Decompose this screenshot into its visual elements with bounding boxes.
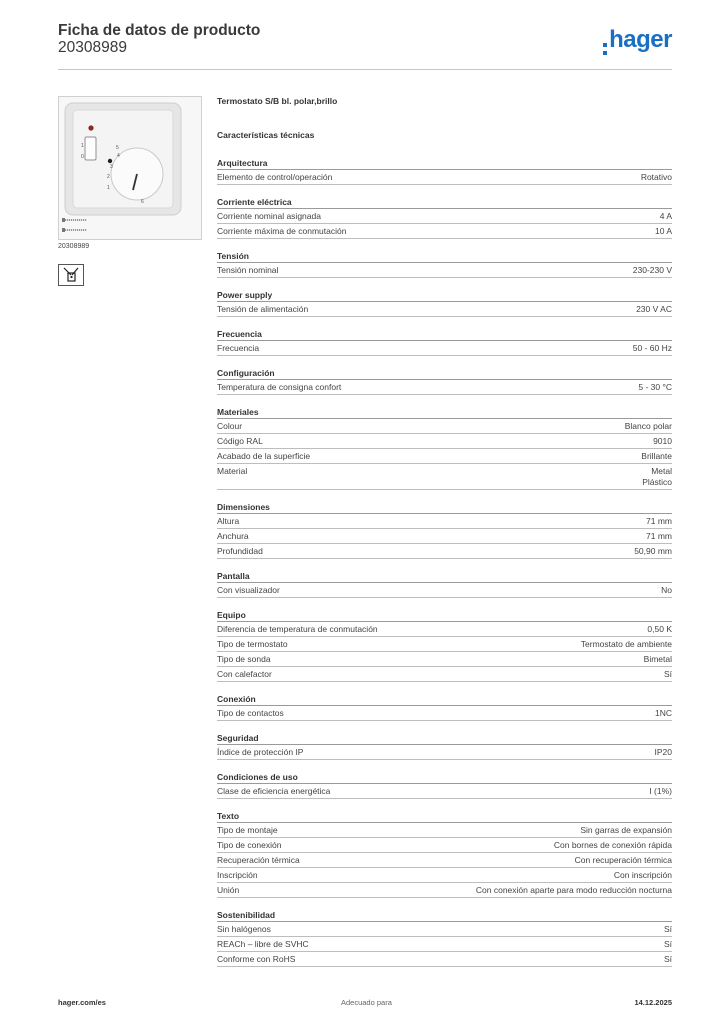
spec-row (217, 434, 672, 449)
spec-label: Frecuencia (217, 343, 260, 353)
dial-label: 2 (107, 174, 110, 180)
spec-label: Anchura (217, 530, 249, 541)
section-title: Tensión (217, 249, 672, 263)
spec-label: Tipo de montaje (217, 824, 278, 835)
spec-value (664, 924, 672, 935)
spec-value (664, 954, 672, 965)
spec-row (217, 937, 672, 952)
thermostat-illustration (59, 97, 201, 239)
spec-row (217, 224, 672, 239)
spec-row (217, 583, 672, 598)
product-details (217, 96, 672, 977)
spec-label: Tipo de sonda (217, 653, 271, 664)
spec-row (217, 514, 672, 529)
spec-row (217, 209, 672, 224)
spec-label: Colour (217, 421, 243, 431)
spec-value-line: I (1%) (649, 785, 672, 796)
spec-value-line: Metal (651, 466, 672, 476)
spec-label: Con visualizador (217, 584, 280, 595)
spec-value (575, 855, 672, 866)
spec-label: Inscripción (217, 869, 258, 880)
spec-value (633, 343, 672, 354)
spec-label: Sin halógenos (217, 923, 271, 934)
spec-value (655, 747, 673, 758)
spec-value-line: Sí (663, 938, 672, 949)
spec-value-line: No (661, 584, 672, 595)
dial-label: 3 (110, 164, 113, 170)
spec-row (217, 784, 672, 799)
spec-row (217, 263, 672, 278)
spec-value-line: IP20 (654, 746, 672, 757)
spec-value-line: Sí (663, 953, 672, 964)
spec-value (636, 304, 672, 315)
spec-value (476, 885, 672, 896)
section-title: Dimensiones (217, 500, 672, 514)
spec-section (217, 692, 672, 721)
spec-section (217, 327, 672, 356)
dial-label: 6 (141, 199, 144, 205)
spec-value (554, 840, 672, 851)
section-title: Sostenibilidad (217, 908, 672, 922)
spec-value-line: Brillante (641, 451, 672, 461)
spec-row (217, 449, 672, 464)
spec-value-line: Con recuperación térmica (574, 854, 672, 865)
spec-value-line: 9010 (653, 436, 672, 446)
spec-section (217, 608, 672, 682)
spec-label: Unión (217, 884, 240, 895)
spec-value-line: 71 mm (646, 530, 672, 541)
spec-value-line: Termostato de ambiente (580, 638, 672, 649)
spec-value (661, 585, 672, 596)
spec-label: Tensión nominal (217, 265, 279, 275)
spec-sections (217, 156, 672, 967)
spec-value (646, 516, 672, 527)
spec-value-line: 230-230 V (632, 265, 672, 275)
spec-value-line: 50,90 mm (634, 545, 672, 556)
document-product-code: 20308989 (58, 39, 127, 56)
spec-section (217, 770, 672, 799)
spec-section (217, 569, 672, 598)
document-title: Ficha de datos de producto (58, 22, 261, 39)
spec-value (644, 654, 672, 665)
spec-row (217, 544, 672, 559)
spec-row (217, 883, 672, 898)
spec-value (660, 211, 672, 222)
spec-value (647, 624, 672, 635)
technical-characteristics-heading: Características técnicas (217, 130, 315, 140)
spec-section (217, 908, 672, 967)
spec-label: Profundidad (217, 545, 263, 556)
spec-value-line: 0,50 K (647, 623, 672, 634)
spec-value (638, 382, 672, 393)
spec-row (217, 380, 672, 395)
section-title: Arquitectura (217, 156, 672, 170)
spec-row (217, 823, 672, 838)
spec-value-line: Blanco polar (624, 421, 672, 431)
spec-row (217, 464, 672, 490)
spec-row (217, 838, 672, 853)
spec-row (217, 853, 672, 868)
dial-label: 5 (116, 145, 119, 151)
spec-row (217, 652, 672, 667)
spec-value-line: 10 A (654, 226, 672, 236)
spec-value (642, 466, 672, 487)
spec-row (217, 419, 672, 434)
logo-wordmark: hager (609, 26, 672, 53)
section-title: Materiales (217, 405, 672, 419)
spec-value-line: 1NC (654, 707, 672, 718)
spec-value-line: 50 - 60 Hz (632, 343, 672, 353)
spec-value (633, 265, 672, 276)
spec-label: REACh – libre de SVHC (217, 938, 309, 949)
section-title: Equipo (217, 608, 672, 622)
spec-row (217, 341, 672, 356)
spec-value-line: Con conexión aparte para modo reducción nocturna (475, 884, 672, 895)
spec-row (217, 622, 672, 637)
section-title: Corriente eléctrica (217, 195, 672, 209)
product-image (58, 96, 202, 240)
spec-row (217, 868, 672, 883)
footer-date: 14.12.2025 (634, 998, 672, 1007)
dial-label: 1 (107, 185, 110, 191)
dial-label: 1 (81, 143, 84, 149)
spec-value (655, 708, 672, 719)
spec-label: Diferencia de temperatura de conmutación (217, 623, 378, 634)
footer-suitable-for: Adecuado para (341, 998, 392, 1007)
spec-label: Código RAL (217, 436, 263, 446)
spec-value-line: Plástico (642, 476, 672, 487)
spec-label: Temperatura de consigna confort (217, 382, 342, 392)
spec-row (217, 667, 672, 682)
spec-section (217, 288, 672, 317)
hager-logo[interactable] (603, 28, 672, 54)
spec-label: Recuperación térmica (217, 854, 300, 865)
section-title: Texto (217, 809, 672, 823)
spec-label: Con calefactor (217, 668, 272, 679)
spec-section (217, 731, 672, 760)
section-title: Pantalla (217, 569, 672, 583)
spec-label: Material (217, 466, 248, 476)
screw-icon (62, 218, 87, 222)
spec-value-line: Rotativo (640, 172, 672, 182)
spec-row (217, 637, 672, 652)
logo-dots-icon (603, 39, 607, 59)
spec-value (655, 226, 672, 237)
packaging-icon (58, 264, 84, 286)
section-title: Conexión (217, 692, 672, 706)
section-title: Configuración (217, 366, 672, 380)
product-image-caption: 20308989 (58, 243, 90, 250)
spec-label: Tensión de alimentación (217, 304, 309, 314)
spec-value-line: Sí (663, 668, 672, 679)
section-title: Power supply (217, 288, 672, 302)
spec-value (614, 870, 672, 881)
spec-value-line: Con bornes de conexión rápida (553, 839, 672, 850)
spec-label: Conforme con RoHS (217, 953, 296, 964)
spec-label: Clase de eficiencia energética (217, 785, 331, 796)
page-header (58, 22, 672, 70)
spec-label: Altura (217, 515, 240, 526)
spec-label: Corriente nominal asignada (217, 211, 321, 221)
spec-section (217, 156, 672, 185)
spec-section (217, 249, 672, 278)
spec-section (217, 195, 672, 239)
spec-value (641, 451, 672, 462)
spec-value-line: 71 mm (646, 515, 672, 526)
spec-value (646, 531, 672, 542)
spec-value (581, 639, 672, 650)
spec-label: Tipo de conexión (217, 839, 282, 850)
section-title: Seguridad (217, 731, 672, 745)
spec-label: Tipo de contactos (217, 707, 284, 718)
spec-value-line: 4 A (659, 211, 672, 221)
spec-section (217, 500, 672, 559)
spec-row (217, 952, 672, 967)
spec-value (649, 786, 672, 797)
spec-value-line: Bimetal (643, 653, 672, 664)
spec-section (217, 405, 672, 490)
spec-value-line: Sí (663, 923, 672, 934)
spec-value-line: Sin garras de expansión (580, 824, 672, 835)
spec-row (217, 922, 672, 937)
spec-label: Tipo de termostato (217, 638, 288, 649)
section-title: Condiciones de uso (217, 770, 672, 784)
spec-label: Corriente máxima de conmutación (217, 226, 347, 236)
spec-row (217, 302, 672, 317)
footer-website-link[interactable]: hager.com/es (58, 998, 106, 1007)
spec-label: Acabado de la superficie (217, 451, 311, 461)
spec-row (217, 170, 672, 185)
spec-value (580, 825, 672, 836)
spec-value (641, 172, 672, 183)
section-title: Frecuencia (217, 327, 672, 341)
spec-value (634, 546, 672, 557)
spec-value (653, 436, 672, 447)
spec-section (217, 366, 672, 395)
spec-section (217, 809, 672, 898)
spec-label: Elemento de control/operación (217, 172, 333, 182)
spec-value (664, 939, 672, 950)
spec-value (625, 421, 672, 432)
spec-row (217, 706, 672, 721)
spec-value (664, 669, 672, 680)
product-name: Termostato S/B bl. polar,brillo (217, 96, 338, 106)
screw-icon (62, 228, 87, 232)
spec-row (217, 745, 672, 760)
spec-value-line: 230 V AC (636, 304, 672, 314)
spec-value-line: Con inscripción (613, 869, 672, 880)
dial-label: 4 (117, 153, 120, 159)
spec-label: Índice de protección IP (217, 746, 304, 757)
spec-value-line: 5 - 30 °C (638, 382, 672, 392)
spec-row (217, 529, 672, 544)
dial-label: 0 (81, 154, 84, 160)
